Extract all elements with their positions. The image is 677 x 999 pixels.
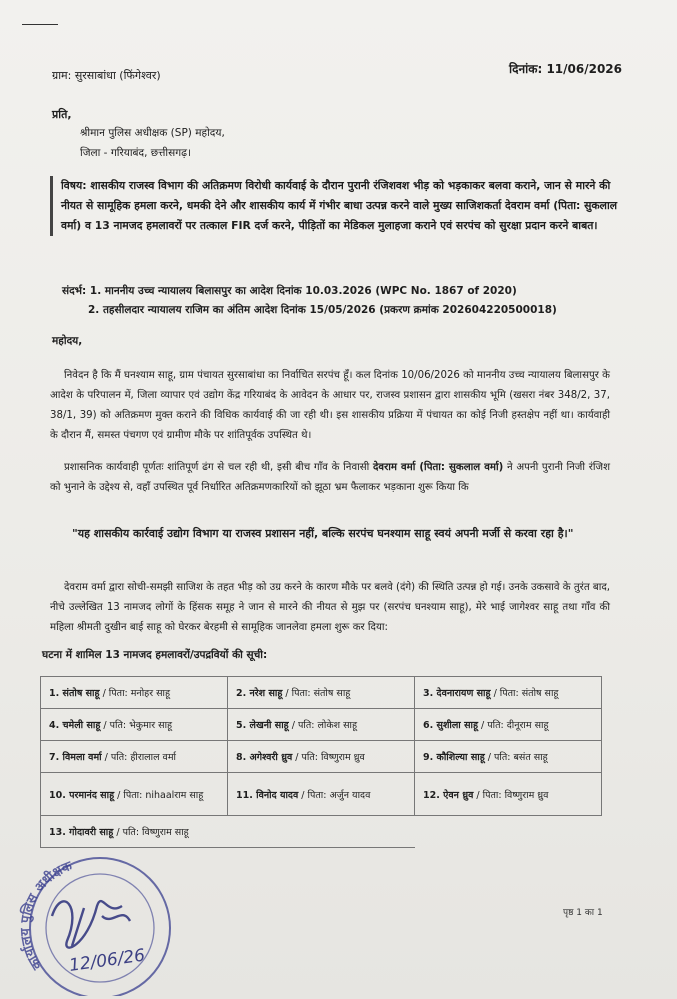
- attacker-list-title: घटना में शामिल 13 नामजद हमलावरों/उपद्रवियों की सूची:: [42, 649, 268, 661]
- page-number: पृष्ठ 1 का 1: [563, 908, 603, 918]
- attacker-cell: 1. संतोष साहू / पिता: मनोहर साहू: [41, 677, 228, 709]
- table-row: [41, 709, 602, 741]
- attacker-cell: 7. विमला वर्मा / पति: हीरालाल वर्मा: [41, 741, 228, 773]
- recipient-line-1: श्रीमान पुलिस अधीक्षक (SP) महोदय,: [80, 127, 225, 139]
- attacker-cell: 9. कौशिल्या साहू / पति: बसंत साहू: [415, 741, 602, 773]
- top-rule: [22, 24, 58, 25]
- attacker-cell: 2. नरेश साहू / पिता: संतोष साहू: [228, 677, 415, 709]
- empty-cell: [415, 816, 602, 848]
- letter-date: दिनांक: 11/06/2026: [509, 62, 623, 76]
- table-row: [41, 773, 602, 816]
- salutation: महोदय,: [52, 335, 83, 347]
- attacker-cell: 5. लेखनी साहू / पति: लोकेश साहू: [228, 709, 415, 741]
- stamp-text: कार्यालय पुलिस अधीक्षक: [18, 858, 75, 973]
- recipient-address: [80, 123, 225, 163]
- attacker-cell: 12. ऐवन ध्रुव / पिता: विष्णुराम ध्रुव: [415, 773, 602, 816]
- table-row: [41, 816, 602, 848]
- village-line: ग्राम: सुरसाबांधा (फिंगेश्वर): [52, 69, 161, 82]
- subject-block: [50, 176, 621, 236]
- quoted-statement: "यह शासकीय कार्रवाई उद्योग विभाग या राजस्व प्रशासन नहीं, बल्कि सरपंच घनश्याम साहू स्वयं अपनी मर्जी से करवा रहा है।": [72, 527, 574, 540]
- reference-1: 1. माननीय उच्च न्यायालय बिलासपुर का आदेश दिनांक 10.03.2026 (WPC No. 1867 of 2020): [89, 285, 517, 297]
- received-stamp: [12, 846, 172, 996]
- attacker-cell: 4. चमेली साहू / पति: भेकुमार साहू: [41, 709, 228, 741]
- table-row: [41, 741, 602, 773]
- attacker-table: [40, 676, 602, 848]
- signature-scribble: [52, 901, 130, 948]
- references-label: संदर्भ:: [62, 285, 87, 297]
- table-row: [41, 677, 602, 709]
- handwritten-date: 12/06/26: [67, 945, 147, 976]
- reference-2: 2. तहसीलदार न्यायालय राजिम का अंतिम आदेश दिनांक 15/05/2026 (प्रकरण क्रमांक 202604220500018): [88, 304, 557, 316]
- paragraph-2-end: ने अपनी पुरानी निजी रंजिश को भुनाने के उद्देश्य से, वहाँ उपस्थित पूर्व निर्धारित अतिक्रमणकारियों को झूठा भ्रम फैलाकर भड़काना शुरू किया कि: [50, 462, 611, 493]
- paragraph-2-start: प्रशासनिक कार्यवाही पूर्णतः शांतिपूर्ण ढंग से चल रही थी, इसी बीच गाँव के निवासी: [64, 462, 373, 473]
- subject-text: शासकीय राजस्व विभाग की अतिक्रमण विरोधी कार्यवाई के दौरान पुरानी रंजिशवश भीड़ को भड़काकर बलवा कराने, जान से मारने की नीयत से सामूहिक हमला करने, धमकी देने और शासकीय कार्य में गंभीर बाधा उत्पन्न करने वाले मुख्य साजिशकर्ता देवराम वर्मा (पिता: सुकलाल वर्मा) व 13 नामजद हमलावरों पर तत्काल FIR दर्ज करने, पीड़ितों का मेडिकल मुलाहजा कराने एवं सरपंच को सुरक्षा प्रदान करने बाबत।: [61, 179, 618, 232]
- attacker-cell: 6. सुशीला साहू / पति: दीनूराम साहू: [415, 709, 602, 741]
- paragraph-2: [50, 458, 610, 498]
- paragraph-3: देवराम वर्मा द्वारा सोची-समझी साजिश के तहत भीड़ को उग्र करने के कारण मौके पर बलवे (दंगे) की स्थिति उत्पन्न हो गई। उनके उकसावे के तुरंत बाद, नीचे उल्लेखित 13 नामजद लोगों के हिंसक समूह ने जान से मारने की नीयत से मुझ पर (सरपंच घनश्याम साहू), मेरे भाई जागेश्वर साहू तथा गाँव की महिला श्रीमती दुखीन बाई साहू को घेरकर बेरहमी से सामूहिक जानलेवा हमला शुरू कर दिया:: [50, 582, 610, 633]
- attacker-cell: 3. देवनारायण साहू / पिता: संतोष साहू: [415, 677, 602, 709]
- attacker-cell: 10. परमानंद साहू / पिता: nihaalराम साहू: [41, 773, 228, 816]
- paragraph-1: निवेदन है कि मैं घनश्याम साहू, ग्राम पंचायत सुरसाबांधा का निर्वाचित सरपंच हूँ। कल दिनांक 10/06/2026 को माननीय उच्च न्यायालय बिलासपुर के आदेश के परिपालन में, जिला व्यापार एवं उद्योग केंद्र गरियाबंद के आवेदन के आधार पर, राजस्व प्रशासन द्वारा शासकीय भूमि (खसरा नंबर 348/2, 37, 38/1, 39) को अतिक्रमण मुक्त कराने की विधिक कार्यवाई की जा रही थी। इस शासकीय प्रक्रिया में पंचायत का कोई निजी हस्तक्षेप नहीं था। कार्यवाही के दौरान मैं, समस्त पंचगण एवं ग्रामीण मौके पर शांतिपूर्वक उपस्थित थे।: [50, 370, 610, 441]
- recipient-line-2: जिला - गरियाबंद, छत्तीसगढ़।: [80, 147, 192, 159]
- accused-name: देवराम वर्मा (पिता: सुकलाल वर्मा): [373, 462, 504, 473]
- recipient-prefix: प्रति,: [52, 108, 72, 121]
- attacker-cell: 11. विनोद यादव / पिता: अर्जुन यादव: [228, 773, 415, 816]
- subject-label: विषय:: [61, 179, 87, 192]
- attacker-cell: 8. अगेश्वरी ध्रुव / पति: विष्णुराम ध्रुव: [228, 741, 415, 773]
- references-block: [62, 282, 622, 320]
- attacker-cell: 13. गोदावरी साहू / पति: विष्णुराम साहू: [41, 816, 415, 848]
